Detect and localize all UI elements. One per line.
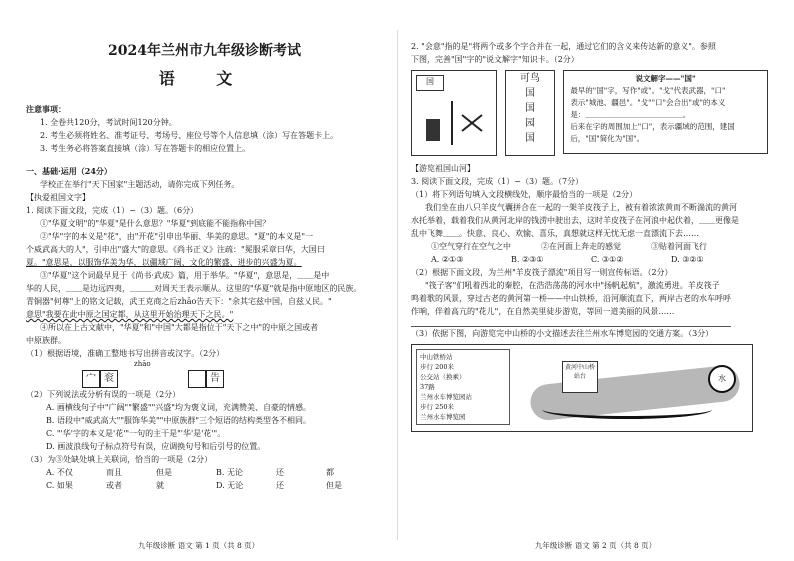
option-cell: B. ②③①: [511, 255, 544, 264]
option-row: [26, 479, 383, 492]
item-cell: ③贴着河面飞行: [651, 242, 707, 251]
card-title: 说文解字——"国": [635, 74, 696, 83]
passage-line: 鸣着歌的风景，穿过古老的黄河第一桥——中山铁桥，沿河顺流直下，两岸古老的水车呼呼: [411, 294, 731, 303]
destination-marker: 水: [708, 365, 736, 393]
legend-item: 公交站（换乘）: [420, 373, 466, 381]
question-1-2: （2）下列说法或分析有误的一项是（2分）: [26, 390, 181, 399]
writing-box[interactable]: 衮: [100, 370, 118, 388]
route-map: [411, 344, 753, 432]
item-cell: ②在河面上奔走的感觉: [541, 242, 621, 251]
option-cell: 就: [156, 481, 164, 490]
passage-line: ①"华夏文明"的"华夏"是什么意思？"华夏"到底能不能指称中国？: [40, 219, 271, 228]
bridge-label: 黄河中山桥 站台: [562, 361, 598, 393]
bronze-inscription-figure: [411, 70, 497, 156]
passage-line: 华的人民，＿＿是边远四夷，＿＿＿对周天王表示顺从。这里的"华夏"就是指中原地区的民族。: [26, 284, 362, 293]
section-intro: 学校正在举行"天下国家"主题活动，请你完成下列任务。: [40, 180, 240, 189]
notice-item: 1. 全卷共120分，考试时间120分钟。: [40, 118, 177, 127]
writing-box[interactable]: 告: [206, 370, 224, 388]
legend-item: 中山铁桥站: [420, 353, 453, 361]
card-line: 后来在字的周围加上"口"，表示疆域的范围，建国: [570, 122, 735, 131]
option-cell: C. 如果: [46, 481, 73, 490]
evolution-chars: 可鸟 国 国 园 国: [519, 73, 540, 144]
passage-line: 水托举着，载着我们从黄河北岸的钱涝中驶出去，这时羊皮筏子在河浪中起伏着，＿＿更像是: [411, 216, 739, 225]
passage-line: 乱中飞舞＿＿。快意、良心、欢愉、喜乐，真想就这样无忧无虑一直漂流下去……: [411, 229, 699, 238]
answer-blank[interactable]: [411, 318, 731, 327]
page-footer: 九年级诊断 语文 第 2 页（共 8 页）: [534, 541, 657, 550]
question-3-2: （2）根据下面文段，为兰州"羊皮筏子漂流"项目写一则宣传标语。（2分）: [411, 268, 673, 277]
question-2: 2. "会意"指的是"将两个或多个字合并在一起，通过它们的含义来传达新的意义"。参照: [411, 42, 716, 51]
fig-label: 国: [416, 75, 444, 91]
option-cell: 但是: [156, 468, 172, 477]
option-row: [26, 466, 383, 479]
option-line: A. 画横线句子中"广阔""繁盛""兴盛"均为褒义词，充满赞美、自豪的情感。: [46, 403, 311, 412]
option-cell: 都: [326, 468, 334, 477]
writing-box[interactable]: [188, 370, 206, 388]
passage-line: 夏。"意思是，以服饰华美为华，以疆域广阔、文化的繁盛、进步的兴盛为夏。: [26, 258, 302, 267]
question-1-1: （1）根据语境，准确工整地书写出拼音或汉字。（2分）: [26, 349, 225, 358]
card-line: 表示"城池、疆邑"。"戈""口"会合出"或"的本义: [570, 98, 726, 107]
question-3: 3. 阅读下面文段，完成（1）~（3）题。（7分）: [411, 177, 584, 186]
notice-item: 3. 考生务必将答案直接填（涂）写在答题卡的相应位置上。: [40, 144, 251, 153]
option-cell: D. 无论: [216, 481, 244, 490]
knowledge-card: [563, 70, 768, 154]
option-cell: C. ③①②: [591, 255, 624, 264]
subject-title: 语 文: [158, 69, 251, 88]
evolution-figure: [505, 70, 556, 156]
legend-item: 兰州水车博览园站: [420, 393, 472, 401]
legend-item: 兰州水车博览园: [420, 413, 466, 421]
legend-item: 步行 250米: [420, 403, 454, 411]
passage-line: 作响，伴着高亢的"花儿"，在自然美里徒步游览，等回一道美丽的风景……: [411, 307, 675, 316]
pinyin-label: zhāo: [134, 360, 151, 368]
passage-line: ②"华"字的本义是"花"，由"开花"引申出华丽、华美的意思。"夏"的本义是"一: [40, 232, 314, 241]
legend-item: 37路: [420, 383, 435, 391]
task-heading: 【执爱祖国文字】: [26, 193, 90, 202]
legend-item: 步行 200米: [420, 363, 454, 371]
option-cell: A. ②①③: [431, 255, 464, 264]
passage-line: 个威武高大的人"，引申出"盛大"的意思。《尚书正义》注疏："冕服采章曰华，大国曰: [26, 245, 325, 254]
inscription-drawing: [412, 71, 496, 153]
route-path: [542, 400, 712, 419]
option-cell: A. 不仅: [46, 468, 73, 477]
option-cell: B. 无论: [216, 468, 243, 477]
right-page: [397, 0, 794, 561]
section-heading: 一、基础·运用（24分）: [26, 166, 112, 176]
option-line: B. 语段中"威武高大""服饰华美""中原族群"三个短语的结构类型各不相同。: [46, 416, 312, 425]
card-line: 后，"国"简化为"国"。: [570, 134, 645, 143]
item-cell: ①空气穿行在空气之中: [431, 242, 511, 251]
question-1: 1. 阅读下面文段，完成（1）~（3）题。（6分）: [26, 206, 199, 215]
character-figures: [411, 70, 768, 156]
card-line: 是：＿＿＿＿＿＿＿＿＿＿＿＿＿。: [570, 110, 691, 119]
question-3-1: （1）将下列语句填入文段横线处，顺序最恰当的一项是（2分）: [411, 190, 638, 199]
map-legend: [416, 349, 510, 425]
question-3-3: （3）依据下图，向游览完中山桥的小文描述去往兰州水车博览园的交通方案。（3分）: [411, 329, 714, 338]
option-line: C. "'华'字的本义是'花'"一句的主干是"'华'是'花'"。: [46, 429, 226, 438]
task-heading: 【游览祖国山河】: [411, 164, 475, 173]
passage-line: 我们坐在由八只羊皮气囊拼合在一起的一架羊皮筏子上，被有着浓浓黄而不断湍流的黄河: [425, 203, 737, 212]
option-row: [411, 253, 768, 266]
writing-box[interactable]: 宀: [82, 370, 100, 388]
exam-title: 2024年兰州市九年级诊断考试: [108, 43, 301, 59]
passage-line: 青铜器"何尊"上的铭文记载，武王克商之后zhāo告天下："余其宅兹中国，自兹乂民。": [26, 297, 332, 306]
passage-line: ③"华夏"这个词最早見于《尚书·武成》篇，用于举华。"华夏"，意思是，＿＿是中: [40, 271, 330, 280]
passage-line: 中原族群。: [26, 336, 66, 345]
option-cell: 还: [276, 481, 284, 490]
passage-line: 意思"我要在此中原之国定都，从这里开始治理天下之民。": [26, 310, 234, 319]
option-cell: D. ③②①: [671, 255, 704, 264]
card-line: 最早的"国"字，写作"或"。"戈"代表武器，"口": [570, 86, 726, 95]
notice-heading: 注意事项：: [26, 104, 66, 114]
option-cell: 而且: [106, 468, 122, 477]
option-line: D. 画波浪线句子标点符号有误，应调换句号和后引号的位置。: [46, 442, 266, 451]
writing-boxes: [82, 370, 383, 388]
question-2: 下图，完善"国"字的"说文解字"知识卡。（2分）: [411, 55, 579, 64]
item-row: [411, 240, 768, 253]
passage-line: ④所以在上古文献中，"华夏"和"中国"大都是指位于"天下之中"的中原之国或者: [40, 323, 319, 332]
option-cell: 还: [276, 468, 284, 477]
option-cell: 或者: [106, 481, 122, 490]
notice-item: 2. 考生必须将姓名、准考证号、考场号、座位号等个人信息填（涂）写在答题卡上。: [40, 131, 339, 140]
option-cell: 但是: [326, 481, 342, 490]
page-footer: 九年级诊断 语文 第 1 页（共 8 页）: [137, 541, 260, 550]
passage-line: "筏子客"们吼着西北的秦腔，在浩浩荡荡的河水中"扬帆起航"，激流勇进。羊皮筏子: [425, 281, 720, 290]
question-1-3: （3）为③处缺处填上关联词，恰当的一项是（2分）: [26, 455, 213, 464]
